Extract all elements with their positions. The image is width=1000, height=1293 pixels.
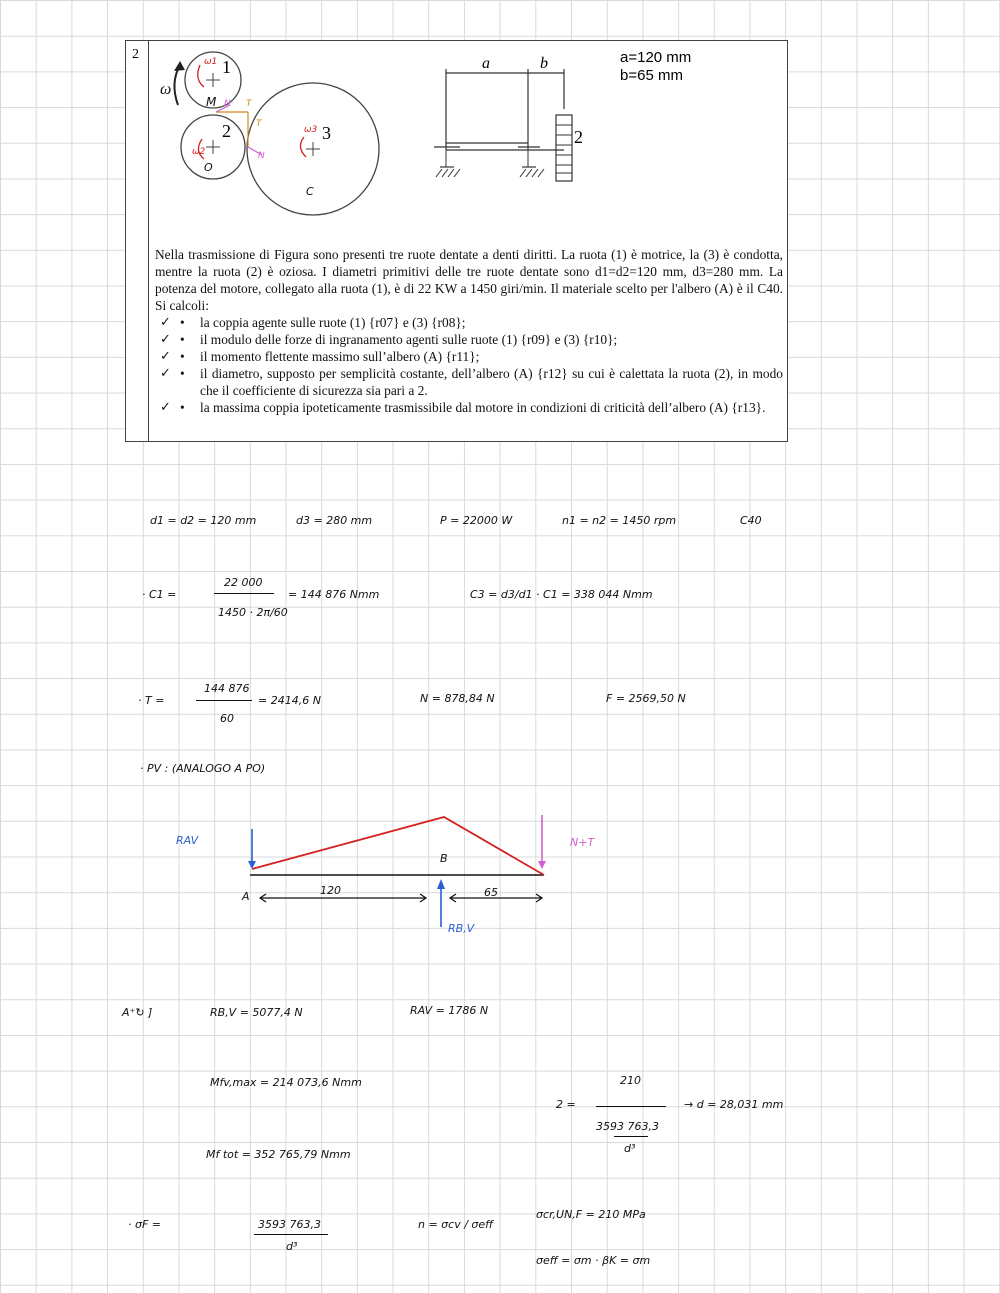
C-label: C [306,185,314,198]
beam-diagram [160,805,660,940]
t-value: = 2414,6 N [258,694,321,707]
b-label: B [440,852,448,865]
question-3: • ✓ il momento flettente massimo sull’albero (A) {r11}; [200,348,783,365]
omega-arrow [174,65,180,105]
tick-mark: • ✓ [160,332,171,347]
sigma-f-numerator: 3593 763,3 [258,1218,321,1231]
question-list [155,314,783,416]
nt-label: N+T [570,836,595,849]
eq2-left: 2 = [556,1098,576,1111]
moment-diagram [252,817,544,875]
t-label: · T = [138,694,165,707]
eq2-fraction-bar [596,1106,666,1107]
eq2-numerator: 210 [620,1074,641,1087]
t-numerator: 144 876 [204,682,250,695]
w3-label: ω3 [304,125,318,135]
f-value: F = 2569,50 N [606,692,686,705]
c1-fraction-bar [214,593,274,594]
sigma-f-label: · σF = [128,1218,162,1231]
dim-65-label: 65 [484,886,498,899]
given-d3: d3 = 280 mm [296,514,373,527]
problem-number: 2 [132,47,139,62]
eq2-sub-bar [614,1136,648,1137]
omega-label: ω [160,81,172,98]
params-block [620,49,691,85]
mf-tot: Mf tot = 352 765,79 Nmm [206,1148,351,1161]
shaft-diagram [426,49,596,199]
given-power: P = 22000 W [440,514,513,527]
a-label: A [242,890,250,903]
param-a: a=120 mm [620,49,692,66]
sigma-cr: σcr,UN,F = 210 MPa [536,1208,646,1221]
sigma-f-denominator: d³ [286,1240,298,1253]
problem-text [155,246,783,416]
mfv-max: Mfv,max = 214 073,6 Nmm [210,1076,362,1089]
N-label-mid: N [258,151,265,161]
T-label-mid: T [256,119,262,129]
question-2: • ✓ il modulo delle forze di ingranamento agenti sulle ruote (1) {r09} e (3) {r10}; [200,331,783,348]
given-material: C40 [740,514,762,527]
problem-box [125,40,788,442]
rbv-label: RB,V [448,922,475,935]
shaft-wheel-label: 2 [574,127,583,147]
rbv-value: RB,V = 5077,4 N [210,1006,303,1019]
pv-heading: · PV : (ANALOGO A PO) [140,762,266,775]
tick-mark: • ✓ [160,349,171,364]
O-label: O [204,161,213,174]
c1-denominator: 1450 · 2π/60 [218,606,288,619]
eq2-result: → d = 28,031 mm [684,1098,784,1111]
problem-intro: Nella trasmissione di Figura sono presenti tre ruote dentate a denti diritti. La ruota (1) è motrice, la (3) è condotta, mentre la ruota (2) è oziosa. I diametri primitivi delle tre ruote dentate sono d1=d2=120 mm, d3=280 mm. La potenza del motore, collegato alla ruota (1), è di 22 KW a 1450 giri/min. Il materiale scelto per l'albero (A) è il C40. Si calcoli: [155,247,783,313]
c1-label: · C1 = [142,588,177,601]
wheel-3-label: 3 [322,123,331,143]
t-fraction-bar [196,700,252,701]
M-label: M [206,95,217,109]
sigma-eff: σeff = σm · βK = σm [536,1254,651,1267]
T-label-top: T [246,99,252,109]
c1-numerator: 22 000 [224,576,263,589]
tick-mark: • ✓ [160,400,171,415]
question-5: • ✓ la massima coppia ipoteticamente trasmissibile dal motore in condizioni di criticità dell’albero (A) {r13}. [200,399,783,416]
wheel-2-label: 2 [222,121,231,141]
N-label-top: N [224,99,231,109]
n-ratio: n = σcv / σeff [418,1218,494,1231]
param-b: b=65 mm [620,67,683,84]
eq2-d-cubed: d³ [624,1142,636,1155]
problem-number-column [126,41,149,441]
dim-a-label: a [482,55,490,72]
gear-diagram [150,43,450,243]
rav-label: RAV [176,834,199,847]
question-4: • ✓ il diametro, supposto per semplicità costante, dell’albero (A) {r12} su cui è calettata la ruota (2), in modo che il coefficiente di sicurezza sia pari a 2. [200,365,783,399]
dim-120-label: 120 [320,884,341,897]
dim-b-label: b [540,55,548,72]
n-value: N = 878,84 N [420,692,495,705]
wheel-1-label: 1 [222,57,231,77]
given-diameters: d1 = d2 = 120 mm [150,514,257,527]
tick-mark: • ✓ [160,315,171,330]
question-1: • ✓ la coppia agente sulle ruote (1) {r07} e (3) {r08}; [200,314,783,331]
c3-value: C3 = d3/d1 · C1 = 338 044 Nmm [470,588,653,601]
rav-value: RAV = 1786 N [410,1004,489,1017]
t-denominator: 60 [220,712,234,725]
c1-value: = 144 876 Nmm [288,588,380,601]
w2-label: ω2 [192,147,206,157]
moment-equation-label: A⁺↻ ] [122,1006,153,1019]
tick-mark: • ✓ [160,366,171,381]
eq2-denominator: 3593 763,3 [596,1120,659,1133]
sigma-f-fraction-bar [254,1234,328,1235]
w1-label: ω1 [204,57,218,67]
given-speed: n1 = n2 = 1450 rpm [562,514,677,527]
